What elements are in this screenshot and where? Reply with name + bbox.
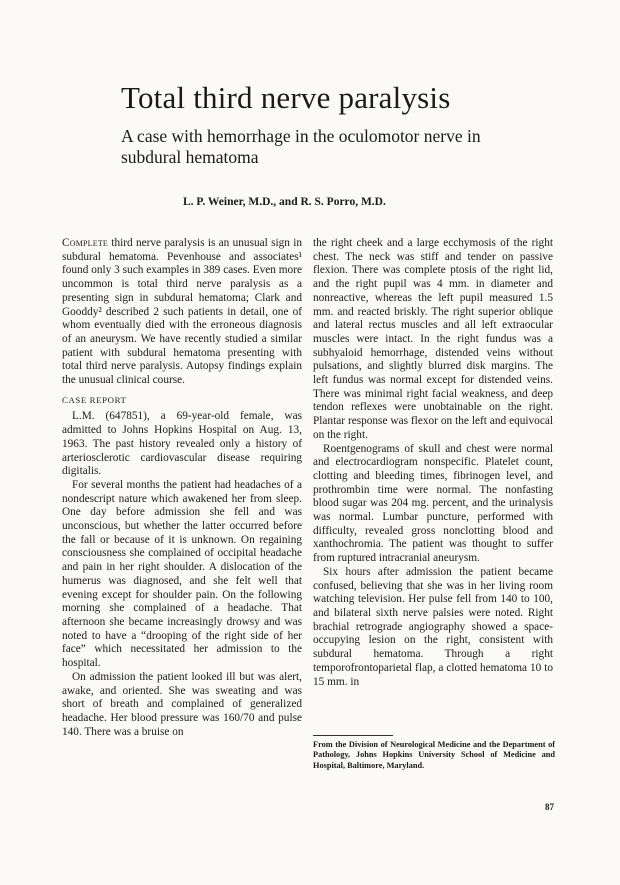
intro-lead-word: Complete xyxy=(62,237,109,249)
article-title: Total third nerve paralysis xyxy=(121,80,451,115)
intro-paragraph xyxy=(62,237,302,388)
right-column xyxy=(313,237,553,689)
intro-text: third nerve paralysis is an unusual sign in subdural hematoma. Pevenhouse and associates¹ found only 3 such examples in 389 cases. Even more uncommon is total third nerve paralysis as a presenting sign in subdural hematoma; Clark and Gooddy² described 2 such patients in detail, one of whom eventually died with the erroneous diagnosis of an aneurysm. We have recently studied a similar patient with subdural hematoma presenting with total third nerve paralysis. Autopsy findings explain the unusual clinical course. xyxy=(62,237,302,387)
left-paragraph-3: On admission the patient looked ill but was alert, awake, and oriented. She was sweating and was short of breath and complained of generalized headache. Her blood pressure was 160/70 and pulse 140. There was a bruise on xyxy=(62,670,302,738)
author-line: L. P. Weiner, M.D., and R. S. Porro, M.D. xyxy=(183,196,386,208)
right-paragraph-3: Six hours after admission the patient became confused, believing that she was in her living room watching television. Her pulse fell from 140 to 100, and bilateral sixth nerve palsies were noted. Right brachial retrograde angiography showed a space-occupying lesion on the right, consistent with subdural hematoma. Through a right temporofrontoparietal flap, a clotted hematoma 10 to 15 mm. in xyxy=(313,565,553,688)
left-paragraph-2: For several months the patient had headaches of a nondescript nature which awakened her from sleep. One day before admission she fell and was unconscious, but whether the latter occurred before the fall or because of it is unknown. On regaining consciousness she complained of occipital headache and pain in her right shoulder. A dislocation of the humerus was diagnosed, and she felt well that evening except for shoulder pain. On the following morning she complained of a headache. That afternoon she became increasingly drowsy and was noted to have a “drooping of the right side of her face” which necessitated her admission to the hospital. xyxy=(62,478,302,670)
right-paragraph-2: Roentgenograms of skull and chest were normal and electrocardiogram nonspecific. Platelet count, clotting and bleeding times, fibrinogen level, and prothrombin time were normal. The nonfasting blood sugar was 204 mg. percent, and the urinalysis was normal. Lumbar puncture, performed with difficulty, revealed gross nonclotting blood and xanthochromia. The patient was thought to suffer from ruptured intracranial aneurysm. xyxy=(313,442,553,565)
left-column xyxy=(62,237,302,739)
section-heading: CASE REPORT xyxy=(62,394,127,405)
article-subtitle: A case with hemorrhage in the oculomotor nerve in subdural hematoma xyxy=(121,126,481,167)
left-paragraph-1: L.M. (647851), a 69-year-old female, was admitted to Johns Hopkins Hospital on Aug. 13, 1963. The past history revealed only a history of arteriosclerotic cardiovascular disease requiring digitalis. xyxy=(62,410,302,478)
right-paragraph-1: the right cheek and a large ecchymosis of the right chest. The neck was stiff and tender on passive flexion. There was complete ptosis of the right lid, and the right pupil was 4 mm. in diameter and nonreactive, whereas the left pupil measured 1.5 mm. and reacted briskly. The right superior oblique and lateral rectus muscles and all left extraocular muscles were intact. In the right fundus was a subhyaloid hemorrhage, distended veins without pulsations, and slightly blurred disk margins. The left fundus was normal except for distended veins. There was minimal right facial weakness, and deep tendon reflexes were unobtainable on the right. Plantar response was flexor on the left and equivocal on the right. xyxy=(313,237,553,441)
page-number: 87 xyxy=(545,802,554,812)
affiliation-footnote: From the Division of Neurological Medicine and the Department of Pathology, Johns Hopkins University School of Medicine and Hospital, Baltimore, Maryland. xyxy=(313,740,555,770)
footnote-rule xyxy=(313,735,393,736)
